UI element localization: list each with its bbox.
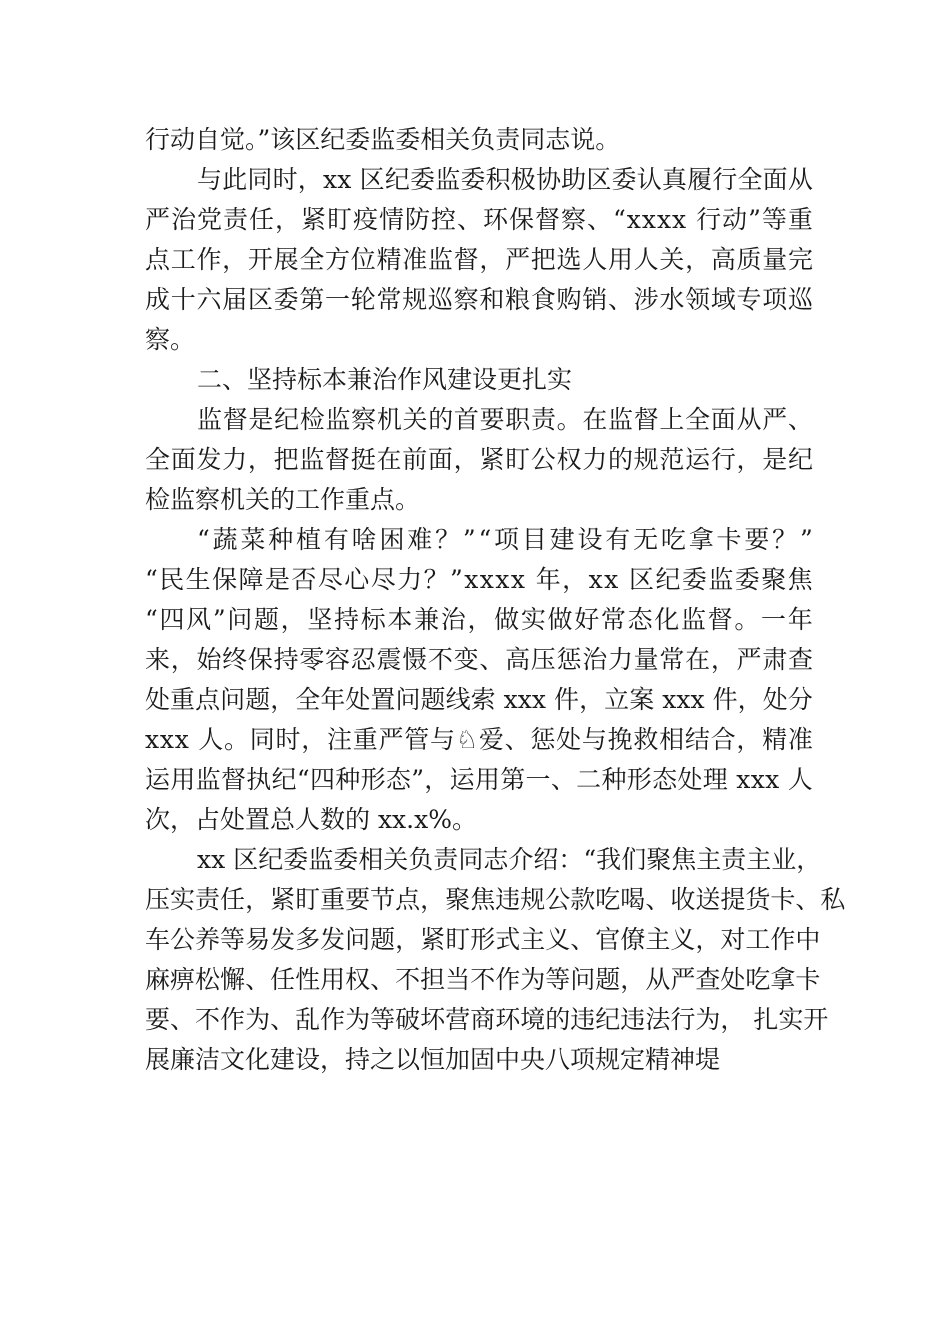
text-line: 察。 xyxy=(145,325,196,354)
text-line: 全 面 发 力 ， 把 监 督 挺 在 前 面 ， 紧 盯 公 权 力 的 规 范 运 行 ， 是 纪 xyxy=(145,445,813,474)
text-line: “ 民 生 保 障 是 否 尽 心 尽 力 ？ ” x x x x 年 ， x x 区 纪 委 监 委 聚 焦 xyxy=(145,565,813,594)
text-line: x x x 人 。 同 时 ， 注 重 严 管 与 ♘ 爱 、 惩 处 与 挽 救 相 结 合 ， 精 准 xyxy=(145,725,813,754)
text-line: 次，占处置总人数的 xx.x%。 xyxy=(145,805,477,834)
text-line: 监 督 是 纪 检 监 察 机 关 的 首 要 职 责 。 在 监 督 上 全 面 从 严 、 xyxy=(197,405,813,434)
text-line: 车 公 养 等 易 发 多 发 问 题 ， 紧 盯 形 式 主 义 、 官 僚 主 义 ， 对 工 作 中 xyxy=(145,925,821,954)
text-line: “ 蔬 菜 种 植 有 啥 困 难 ？ ” “ 项 目 建 设 有 无 吃 拿 卡 要 ？ ” xyxy=(197,525,813,554)
text-line: 行动自觉。”该区纪委监委相关负责同志说。 xyxy=(145,125,621,154)
text-line: 压 实 责 任 ， 紧 盯 重 要 节 点 ， 聚 焦 违 规 公 款 吃 喝 、 收 送 提 货 卡 、 私 xyxy=(145,885,846,914)
text-line: 检监察机关的工作重点。 xyxy=(145,485,421,514)
text-line: 展廉洁文化建设，持之以恒加固中央八项规定精神堤 xyxy=(145,1045,721,1074)
text-line: x x 区 纪 委 监 委 相 关 负 责 同 志 介 绍 ： “ 我 们 聚 焦 主 责 主 业 ， xyxy=(197,845,822,874)
text-line: 来 ， 始 终 保 持 零 容 忍 震 慑 不 变 、 高 压 惩 治 力 量 常 在 ， 严 肃 查 xyxy=(145,645,813,674)
text-line: 要 、 不 作 为 、 乱 作 为 等 破 坏 营 商 环 境 的 违 纪 违 法 行 为 ， 扎 实 开 xyxy=(145,1005,829,1034)
text-line: “ 四 风 ” 问 题 ， 坚 持 标 本 兼 治 ， 做 实 做 好 常 态 化 监 督 。 一 年 xyxy=(145,605,813,634)
text-line: 严 治 党 责 任 ， 紧 盯 疫 情 防 控 、 环 保 督 察 、 “ x x x x 行 动 ” 等 重 xyxy=(145,205,813,234)
text-line: 成 十 六 届 区 委 第 一 轮 常 规 巡 察 和 粮 食 购 销 、 涉 水 领 域 专 项 巡 xyxy=(145,285,813,314)
body-text xyxy=(145,120,846,1080)
text-line: 运 用 监 督 执 纪 “ 四 种 形 态 ” ， 运 用 第 一 、 二 种 形 态 处 理 x x x 人 xyxy=(145,765,813,794)
text-line: 与 此 同 时 ， x x 区 纪 委 监 委 积 极 协 助 区 委 认 真 履 行 全 面 从 xyxy=(197,165,813,194)
text-line: 处 重 点 问 题 ， 全 年 处 置 问 题 线 索 x x x 件 ， 立 案 x x x 件 ， 处 分 xyxy=(145,685,813,714)
text-line: 点 工 作 ， 开 展 全 方 位 精 准 监 督 ， 严 把 选 人 用 人 关 ， 高 质 量 完 xyxy=(145,245,813,274)
section-heading: 二、坚持标本兼治作风建设更扎实 xyxy=(197,365,573,394)
text-line: 麻 痹 松 懈 、 任 性 用 权 、 不 担 当 不 作 为 等 问 题 ， 从 严 查 处 吃 拿 卡 xyxy=(145,965,821,994)
